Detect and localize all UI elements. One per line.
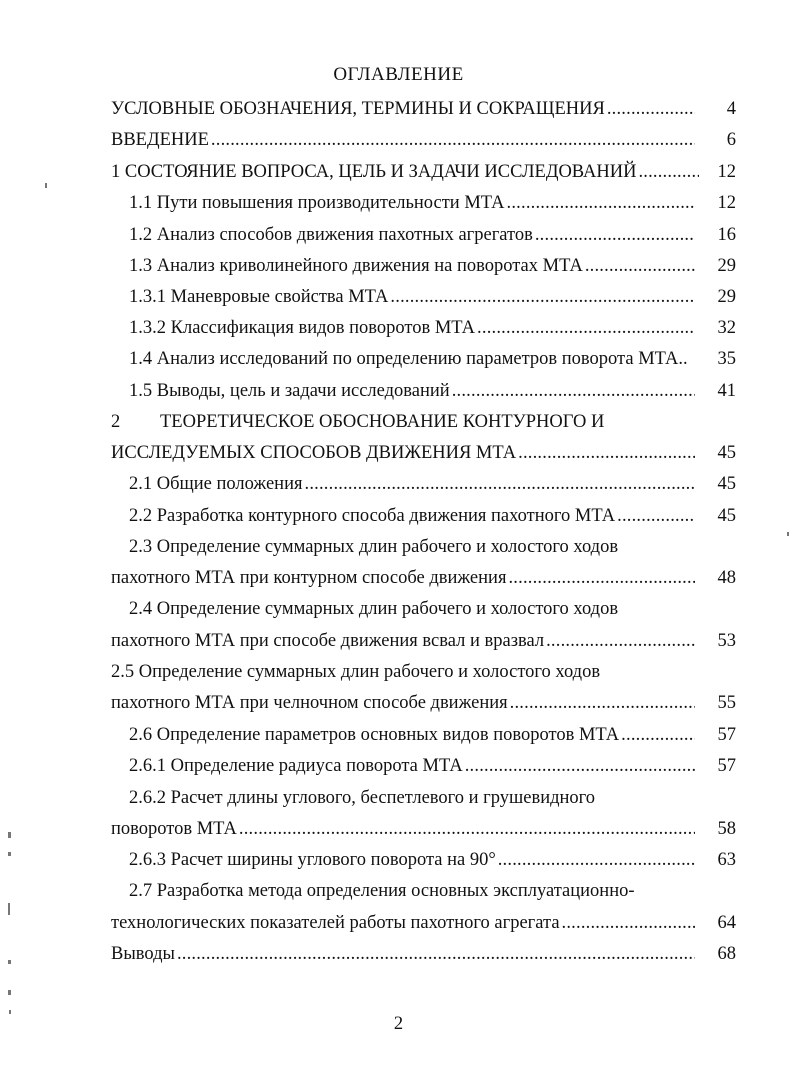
toc-entry	[111, 942, 697, 966]
toc-entry	[129, 316, 697, 340]
toc-page-number: 63	[717, 850, 736, 870]
toc-page-number: 58	[717, 819, 736, 839]
toc-entry	[111, 441, 697, 465]
toc-entry-text-line1: ТЕОРЕТИЧЕСКОЕ ОБОСНОВАНИЕ КОНТУРНОГО И	[160, 412, 605, 432]
toc-entry	[111, 160, 701, 184]
leader-dots	[546, 629, 695, 653]
toc-entry-text-line1: 2.5 Определение суммарных длин рабочего и холостого ходов	[111, 662, 601, 682]
leader-dots	[607, 97, 695, 121]
scan-speck	[8, 990, 11, 995]
toc-page-number: 29	[717, 256, 736, 276]
toc-page-number: 12	[717, 162, 736, 182]
toc-entry-text: УСЛОВНЫЕ ОБОЗНАЧЕНИЯ, ТЕРМИНЫ И СОКРАЩЕНИЯ	[111, 99, 605, 119]
toc-page-number: 45	[717, 474, 736, 494]
toc-entry-text: поворотов МТА	[111, 819, 237, 839]
toc-page-number: 48	[717, 568, 736, 588]
toc-page-number: 68	[717, 944, 736, 964]
toc-entry-text: 2.6.1 Определение радиуса поворота МТА	[129, 756, 463, 776]
toc-entry-text: 1.2 Анализ способов движения пахотных агрегатов	[129, 225, 533, 245]
toc-entry-text-line1: 2.6.2 Расчет длины углового, беспетлевого и грушевидного	[129, 788, 596, 808]
page-number-footer: 2	[393, 1014, 404, 1034]
scan-speck	[8, 832, 11, 838]
toc-page-number: 45	[717, 443, 736, 463]
toc-entry	[129, 472, 697, 496]
toc-entry-text-line1: 2.4 Определение суммарных длин рабочего и холостого ходов	[129, 599, 619, 619]
toc-entry-text: 2.6.3 Расчет ширины углового поворота на 90°	[129, 850, 496, 870]
leader-dots	[177, 942, 695, 966]
leader-dots	[211, 128, 695, 152]
toc-entry-text: пахотного МТА при контурном способе движения	[111, 568, 507, 588]
toc-page-number: 57	[717, 725, 736, 745]
leader-dots	[638, 160, 699, 184]
toc-entry	[129, 754, 697, 778]
leader-dots	[585, 254, 695, 278]
scan-speck	[8, 960, 11, 964]
toc-entry	[111, 629, 697, 653]
toc-entry	[111, 128, 697, 152]
toc-entry-text: 1.4 Анализ исследований по определению параметров поворота МТА..	[129, 349, 688, 369]
toc-page-number: 12	[717, 193, 736, 213]
leader-dots	[518, 441, 695, 465]
leader-dots	[305, 472, 696, 496]
toc-entry	[129, 723, 697, 747]
toc-entry-text: Выводы	[111, 944, 175, 964]
leader-dots	[507, 191, 695, 215]
toc-page-number: 6	[726, 130, 736, 150]
toc-page-number: 32	[717, 318, 736, 338]
toc-entry	[111, 817, 697, 841]
toc-entry-text-line1: 2.7 Разработка метода определения основных эксплуатационно-	[129, 881, 635, 901]
toc-page-number: 41	[717, 381, 736, 401]
toc-entry-text: пахотного МТА при челночном способе движения	[111, 693, 508, 713]
toc-section-number: 2	[111, 412, 121, 432]
toc-page-number: 53	[717, 631, 736, 651]
leader-dots	[239, 817, 695, 841]
leader-dots	[465, 754, 695, 778]
toc-entry-text: ИССЛЕДУЕМЫХ СПОСОБОВ ДВИЖЕНИЯ МТА	[111, 443, 517, 463]
toc-entry-text: 1.3.2 Классификация видов поворотов МТА	[129, 318, 476, 338]
scan-speck	[787, 532, 789, 536]
scan-speck	[8, 852, 11, 856]
toc-entry	[129, 285, 697, 309]
toc-entry	[129, 191, 697, 215]
toc-page-number: 29	[717, 287, 736, 307]
leader-dots	[390, 285, 695, 309]
toc-entry-text: 2.6 Определение параметров основных видов поворотов МТА	[129, 725, 620, 745]
toc-page-number: 55	[717, 693, 736, 713]
leader-dots	[535, 223, 695, 247]
toc-entry	[129, 254, 697, 278]
toc-entry-text: пахотного МТА при способе движения всвал и вразвал	[111, 631, 545, 651]
toc-entry-text: 2.2 Разработка контурного способа движения пахотного МТА	[129, 506, 616, 526]
leader-dots	[617, 504, 695, 528]
toc-entry	[129, 347, 697, 371]
toc-entry-text: 1.1 Пути повышения производительности МТА	[129, 193, 505, 213]
scan-speck	[9, 1010, 11, 1014]
toc-entry	[111, 566, 697, 590]
toc-page-number: 35	[717, 349, 736, 369]
toc-entry	[111, 97, 697, 121]
toc-entry	[129, 223, 697, 247]
toc-entry-text: 1.5 Выводы, цель и задачи исследований	[129, 381, 450, 401]
toc-entry-text: 2.1 Общие положения	[129, 474, 303, 494]
toc-page-number: 57	[717, 756, 736, 776]
leader-dots	[452, 379, 695, 403]
toc-entry	[129, 504, 697, 528]
toc-entry-text: технологических показателей работы пахотного агрегата	[111, 913, 560, 933]
toc-title: ОГЛАВЛЕНИЕ	[333, 64, 464, 85]
leader-dots	[621, 723, 695, 747]
scan-speck	[8, 903, 10, 915]
toc-entry-text-line1: 2.3 Определение суммарных длин рабочего и холостого ходов	[129, 537, 619, 557]
toc-page-number: 45	[717, 506, 736, 526]
toc-entry	[129, 379, 697, 403]
leader-dots	[498, 848, 695, 872]
toc-entry-text: 1 СОСТОЯНИЕ ВОПРОСА, ЦЕЛЬ И ЗАДАЧИ ИССЛЕДОВАНИЙ	[111, 162, 637, 182]
toc-entry-text: ВВЕДЕНИЕ	[111, 130, 209, 150]
leader-dots	[510, 691, 695, 715]
scan-speck	[45, 183, 47, 188]
toc-entry	[111, 691, 697, 715]
toc-page-number: 4	[726, 99, 736, 119]
toc-entry-text: 1.3.1 Маневровые свойства МТА	[129, 287, 389, 307]
leader-dots	[477, 316, 695, 340]
leader-dots	[562, 911, 695, 935]
toc-page-number: 64	[717, 913, 736, 933]
toc-entry-text: 1.3 Анализ криволинейного движения на поворотах МТА	[129, 256, 583, 276]
toc-entry	[111, 911, 697, 935]
leader-dots	[508, 566, 695, 590]
toc-page-number: 16	[717, 225, 736, 245]
toc-entry	[129, 848, 697, 872]
